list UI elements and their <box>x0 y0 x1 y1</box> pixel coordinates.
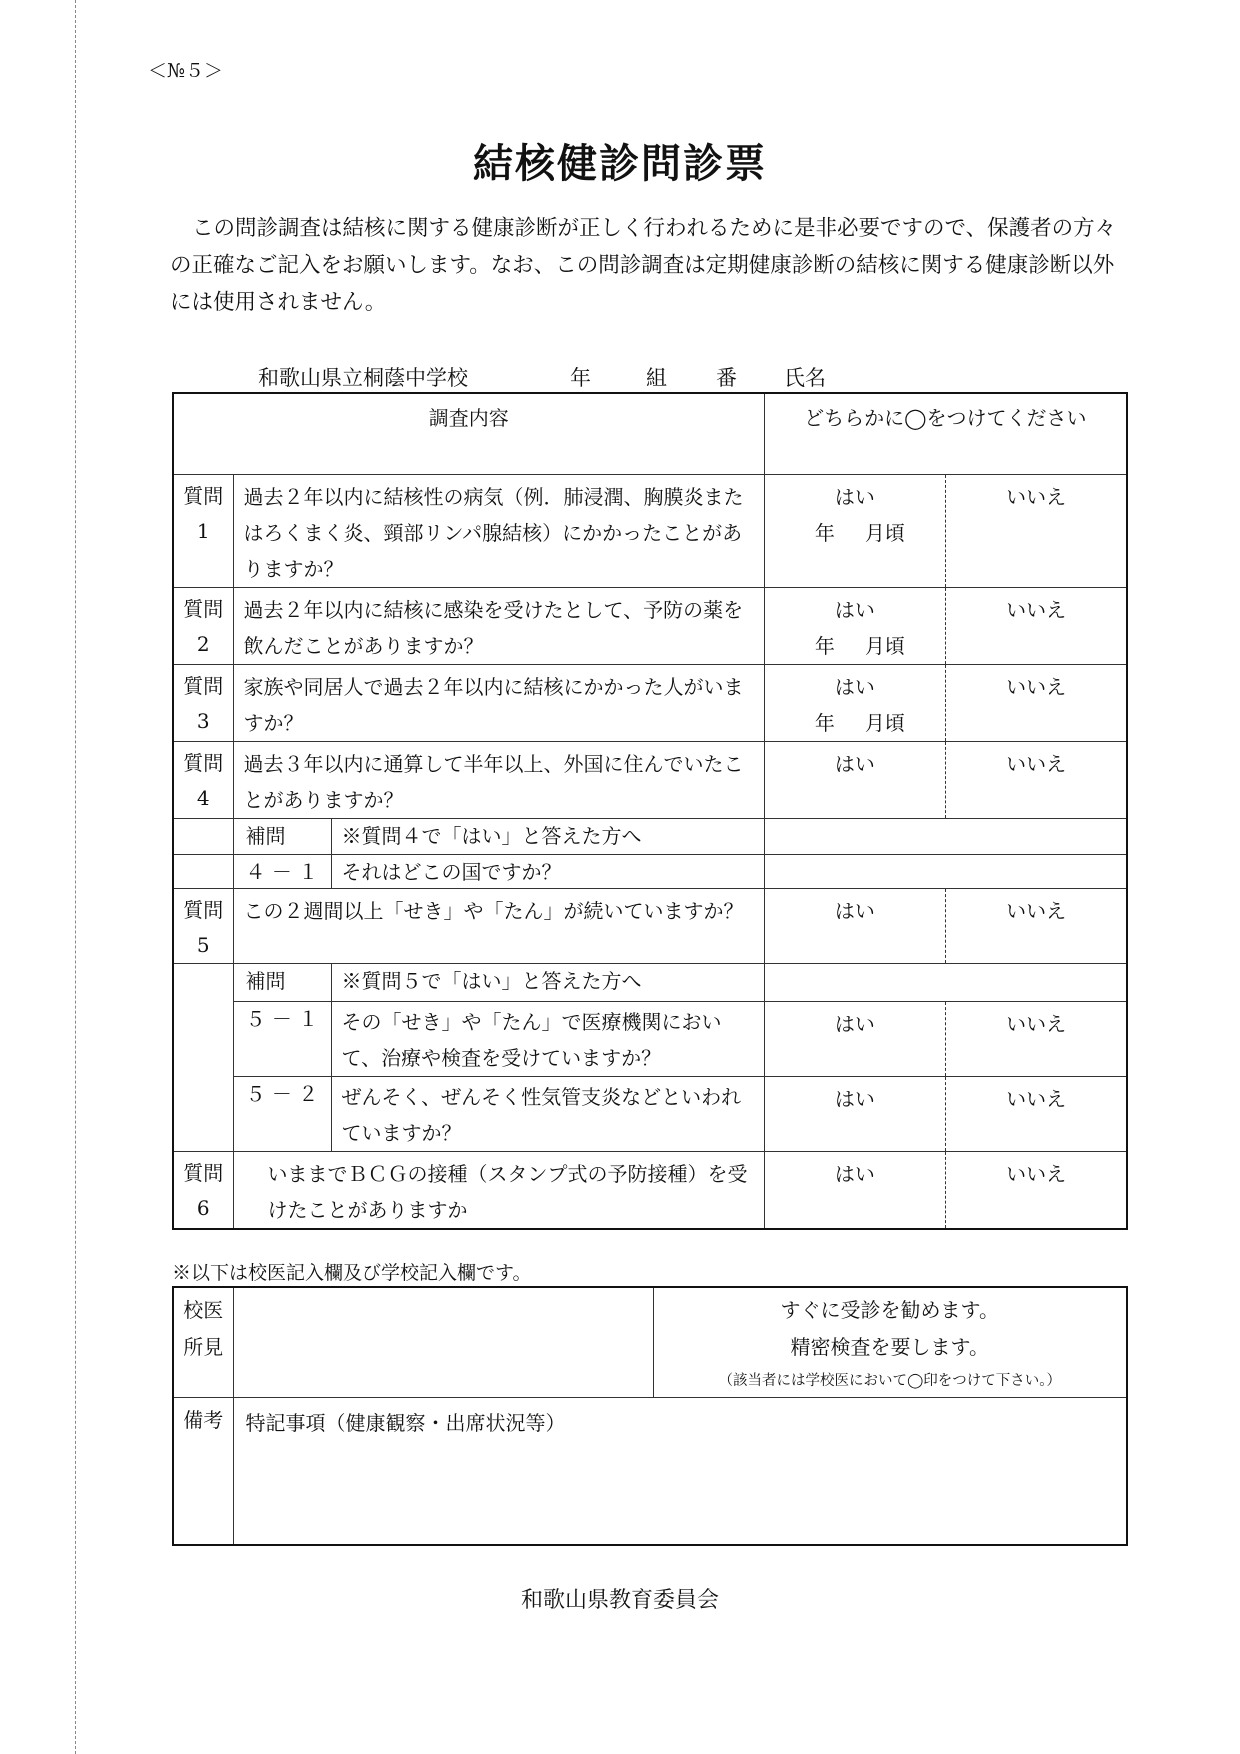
question-text: この２週間以上「せき」や「たん」が続いていますか？ <box>233 889 764 964</box>
sub-question-label: 補問 <box>233 819 331 855</box>
doctor-findings-field[interactable] <box>233 1287 653 1397</box>
remarks-row <box>173 1397 1127 1545</box>
header-answer: どちらかに◯をつけてください <box>764 393 1127 475</box>
sub-question-intro: ※質問５で「はい」と答えた方へ <box>331 964 764 1002</box>
school-name: 和歌山県立桐蔭中学校 <box>258 366 468 390</box>
answer-yes[interactable]: はい <box>834 899 875 923</box>
answer-no[interactable]: いいえ <box>945 742 1126 818</box>
name-label: 氏名 <box>784 366 826 390</box>
answer-yes[interactable]: はい <box>834 1012 875 1036</box>
answer-no[interactable]: いいえ <box>945 588 1126 664</box>
sub-question-5-1-row <box>173 1002 1127 1077</box>
empty-answer-cell <box>764 819 1127 855</box>
question-text: いままでＢＣＧの接種（スタンプ式の予防接種）を受けたことがありますか <box>233 1152 764 1230</box>
question-text: 過去３年以内に通算して半年以上、外国に住んでいたことがありますか？ <box>233 742 764 819</box>
question-row-5 <box>173 889 1127 964</box>
sub-question-label: 補問 <box>233 964 331 1002</box>
sub-question-number: ４ － １ <box>233 855 331 889</box>
answer-cell[interactable] <box>764 588 1127 665</box>
empty-answer-cell <box>764 964 1127 1002</box>
question-number: 質問 4 <box>173 742 233 819</box>
remarks-label: 備考 <box>173 1397 233 1545</box>
answer-cell[interactable] <box>764 665 1127 742</box>
answer-yes[interactable]: はい 年 月頃 <box>814 485 905 545</box>
answer-yes[interactable]: はい 年 月頃 <box>814 675 905 735</box>
question-number: 質問 2 <box>173 588 233 665</box>
answer-cell[interactable] <box>764 1077 1127 1152</box>
answer-cell[interactable] <box>764 475 1127 588</box>
remarks-field[interactable] <box>233 1397 1127 1545</box>
empty-cell <box>173 855 233 889</box>
page-title: 結核健診問診票 <box>473 140 767 187</box>
question-number: 質問 1 <box>173 475 233 588</box>
answer-no[interactable]: いいえ <box>945 1077 1126 1151</box>
year-label: 年 <box>570 366 591 390</box>
sub-question-5-intro-row <box>173 964 1127 1002</box>
question-row-1 <box>173 475 1127 588</box>
sub-question-text: ぜんそく、ぜんそく性気管支炎などといわれていますか？ <box>331 1077 764 1152</box>
questionnaire-table <box>172 392 1128 1230</box>
issuer-name: 和歌山県教育委員会 <box>520 1588 719 1613</box>
question-row-4 <box>173 742 1127 819</box>
country-answer-cell[interactable] <box>764 855 1127 889</box>
sub-question-text: それはどこの国ですか？ <box>331 855 764 889</box>
answer-no[interactable]: いいえ <box>945 1152 1126 1228</box>
question-row-3 <box>173 665 1127 742</box>
question-text: 過去２年以内に結核に感染を受けたとして、予防の薬を飲んだことがありますか？ <box>233 588 764 665</box>
intro-paragraph: この問診調査は結核に関する健康診断が正しく行われるために是非必要ですので、保護者の方々の正確なご記入をお願いします。なお、この問診調査は定期健康診断の結核に関する健康診断以外には使用されません。 <box>170 216 1117 315</box>
doctor-findings-row <box>173 1287 1127 1397</box>
empty-cell <box>173 819 233 855</box>
sub-question-text: その「せき」や「たん」で医療機関において、治療や検査を受けていますか？ <box>331 1002 764 1077</box>
answer-yes[interactable]: はい <box>834 1087 875 1111</box>
question-number: 質問 5 <box>173 889 233 964</box>
option-detailed-exam[interactable]: 精密検査を要します。 <box>790 1335 989 1359</box>
question-number: 質問 3 <box>173 665 233 742</box>
option-see-doctor[interactable]: すぐに受診を勧めます。 <box>780 1298 999 1322</box>
question-row-2 <box>173 588 1127 665</box>
sub-question-4-intro-row <box>173 819 1127 855</box>
question-text: 過去２年以内に結核性の病気（例．肺浸潤、胸膜炎またはろくまく炎、頸部リンパ腺結核）にかかったことがありますか？ <box>233 475 764 588</box>
table-header-row <box>173 393 1127 475</box>
answer-cell[interactable] <box>764 1002 1127 1077</box>
answer-yes[interactable]: はい 年 月頃 <box>814 598 905 658</box>
sub-question-5-2-row <box>173 1077 1127 1152</box>
answer-no[interactable]: いいえ <box>945 889 1126 963</box>
question-number: 質問 6 <box>173 1152 233 1230</box>
number-label: 番 <box>716 366 737 390</box>
school-use-note: ※以下は校医記入欄及び学校記入欄です。 <box>172 1262 532 1284</box>
question-row-6 <box>173 1152 1127 1230</box>
header-content: 調査内容 <box>173 393 764 475</box>
sub-question-number: ５ － １ <box>233 1002 331 1077</box>
question-text: 家族や同居人で過去２年以内に結核にかかった人がいますか？ <box>233 665 764 742</box>
sub-question-intro: ※質問４で「はい」と答えた方へ <box>331 819 764 855</box>
document-number: ＜№５＞ <box>148 60 223 82</box>
doctor-findings-options[interactable] <box>653 1287 1127 1397</box>
answer-cell[interactable] <box>764 889 1127 964</box>
answer-no[interactable]: いいえ <box>945 475 1126 587</box>
empty-cell <box>173 964 233 1152</box>
answer-no[interactable]: いいえ <box>945 1002 1126 1076</box>
doctor-findings-label: 校医 所見 <box>173 1287 233 1397</box>
binding-margin-line <box>75 0 76 1754</box>
answer-cell[interactable] <box>764 1152 1127 1230</box>
option-note: （該当者には学校医において◯印をつけて下さい。） <box>718 1373 1061 1389</box>
remarks-caption: 特記事項（健康観察・出席状況等） <box>245 1410 566 1435</box>
answer-no[interactable]: いいえ <box>945 665 1126 741</box>
class-label: 組 <box>646 366 667 390</box>
sub-question-4-1-row <box>173 855 1127 889</box>
answer-cell[interactable] <box>764 742 1127 819</box>
doctor-remarks-table <box>172 1286 1128 1546</box>
sub-question-number: ５ － ２ <box>233 1077 331 1152</box>
answer-yes[interactable]: はい <box>834 752 875 776</box>
answer-yes[interactable]: はい <box>834 1162 875 1186</box>
